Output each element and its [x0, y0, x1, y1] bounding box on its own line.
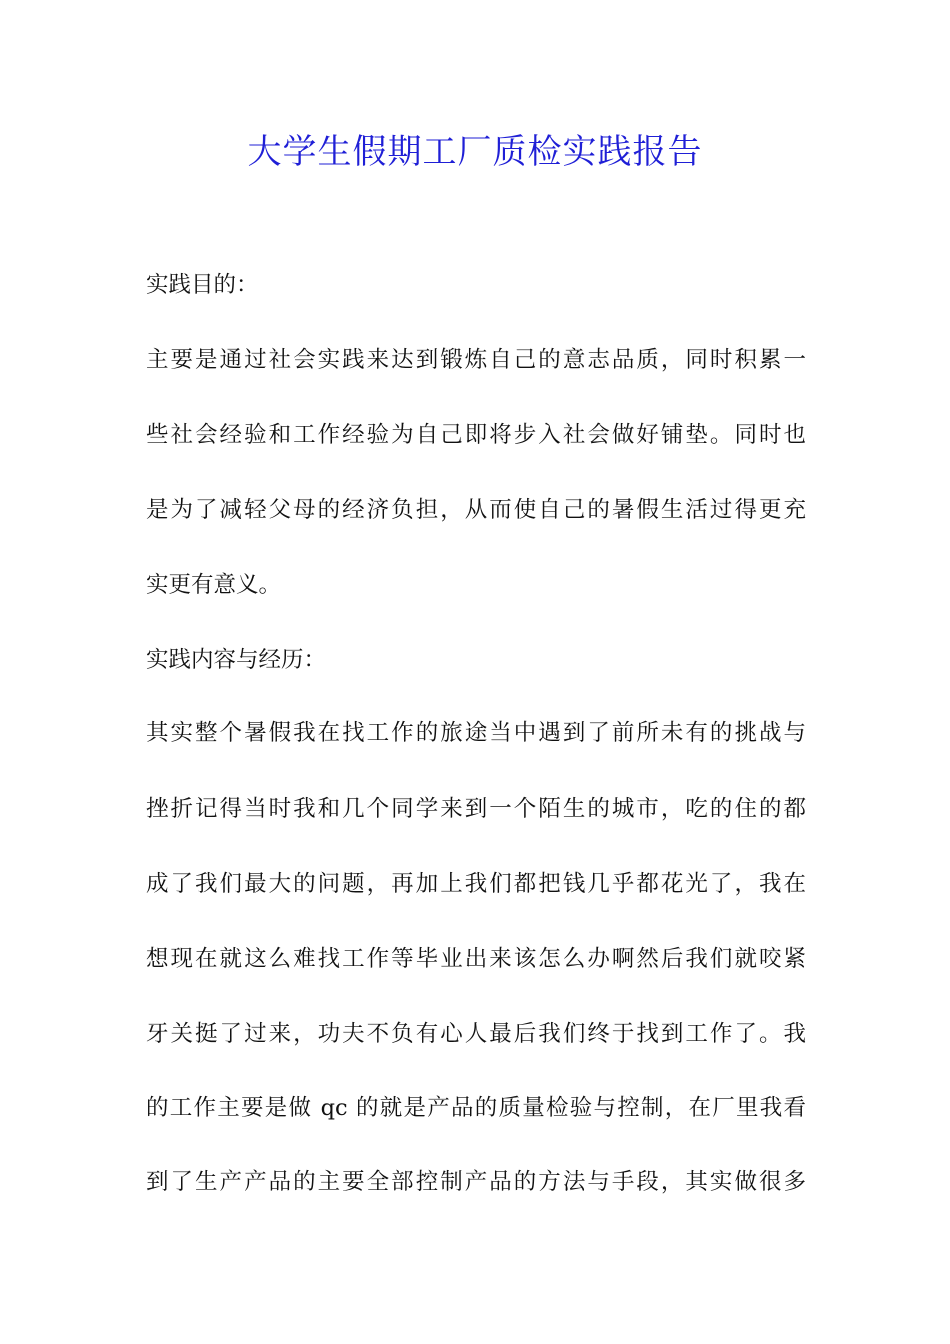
paragraph-line: 到了生产产品的主要全部控制产品的方法与手段，其实做很多 — [146, 1169, 806, 1195]
paragraph-line: 的工作主要是做 qc 的就是产品的质量检验与控制，在厂里我看 — [146, 1095, 806, 1121]
paragraph-line: 挫折记得当时我和几个同学来到一个陌生的城市，吃的住的都 — [146, 796, 806, 822]
paragraph-line: 想现在就这么难找工作等毕业出来该怎么办啊然后我们就咬紧 — [146, 946, 806, 972]
paragraph-line: 实更有意义。 — [146, 572, 282, 598]
paragraph-line: 牙关挺了过来，功夫不负有心人最后我们终于找到工作了。我 — [146, 1021, 806, 1047]
paragraph-line: 些社会经验和工作经验为自己即将步入社会做好铺垫。同时也 — [146, 422, 806, 448]
paragraph-line: 成了我们最大的问题，再加上我们都把钱几乎都花光了，我在 — [146, 871, 806, 897]
section-heading-purpose: 实践目的： — [146, 272, 259, 298]
section-heading-content: 实践内容与经历： — [146, 647, 327, 673]
paragraph-line: 是为了减轻父母的经济负担，从而使自己的暑假生活过得更充 — [146, 497, 806, 523]
paragraph-line: 其实整个暑假我在找工作的旅途当中遇到了前所未有的挑战与 — [146, 720, 806, 746]
document-title: 大学生假期工厂质检实践报告 — [247, 132, 703, 172]
paragraph-line: 主要是通过社会实践来达到锻炼自己的意志品质，同时积累一 — [146, 347, 806, 373]
